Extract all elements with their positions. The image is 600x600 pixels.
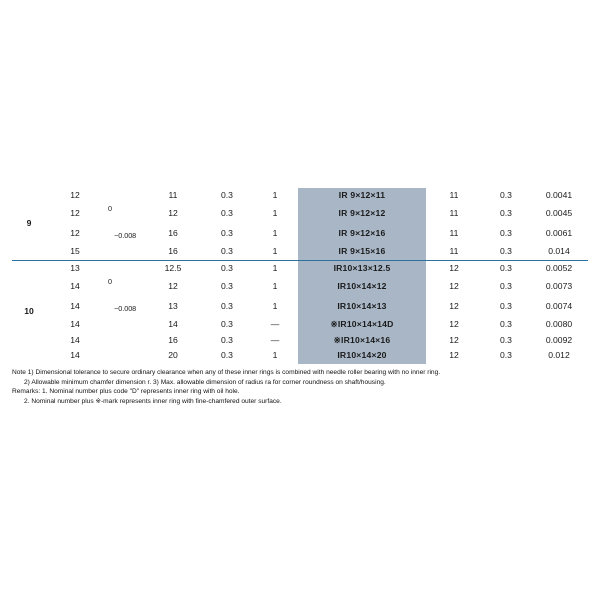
cell-rb: 0.3 bbox=[500, 319, 512, 330]
cell-r-min: 0.3 bbox=[221, 246, 233, 257]
cell-rb: 0.3 bbox=[500, 228, 512, 239]
cell-r-min: 0.3 bbox=[221, 280, 233, 291]
cell-fw: 11 bbox=[449, 207, 459, 218]
cell-mass: 0.0045 bbox=[545, 207, 573, 218]
table-row bbox=[12, 244, 588, 260]
note-line-3: Remarks: 1. Nominal number plus code "D" represents inner ring with oil hole. bbox=[12, 388, 240, 396]
table-notes bbox=[12, 368, 588, 406]
cell-D: 14 bbox=[168, 319, 178, 330]
cell-bearing-code: ※IR10×14×16 bbox=[298, 333, 426, 348]
cell-ra-max: 1 bbox=[272, 280, 278, 291]
cell-ra-max: — bbox=[270, 319, 280, 330]
cell-ra-max: 1 bbox=[272, 301, 278, 312]
inner-ring-spec-table bbox=[12, 188, 588, 364]
cell-d-tolerance bbox=[104, 244, 144, 260]
cell-d-tolerance bbox=[104, 317, 144, 332]
cell-D: 16 bbox=[168, 228, 178, 239]
cell-rb: 0.3 bbox=[482, 260, 530, 276]
cell-d-tolerance bbox=[104, 297, 144, 317]
cell-r-min: 0.3 bbox=[221, 319, 233, 330]
cell-rb: 0.3 bbox=[500, 334, 512, 345]
cell-ra-max: 1 bbox=[272, 190, 278, 200]
cell-rb: 0.3 bbox=[500, 301, 512, 312]
cell-ra-max: 1 bbox=[272, 350, 278, 361]
cell-d-tolerance bbox=[104, 188, 144, 203]
cell-ra-max: 1 bbox=[272, 246, 278, 257]
cell-mass: 0.0041 bbox=[545, 190, 573, 200]
cell-D: 16 bbox=[168, 334, 178, 345]
cell-D: 13 bbox=[168, 301, 178, 312]
cell-fw: 12 bbox=[449, 350, 459, 361]
cell-d: 15 bbox=[70, 246, 80, 257]
cell-rb: 0.3 bbox=[500, 207, 512, 218]
cell-bearing-code: IR 9×12×12 bbox=[298, 203, 426, 223]
cell-mass: 0.014 bbox=[548, 246, 570, 257]
cell-d-tolerance bbox=[104, 203, 144, 223]
cell-D: 11 bbox=[168, 190, 178, 200]
table-row bbox=[12, 317, 588, 332]
cell-fw: 11 bbox=[449, 228, 459, 239]
cell-fw: 11 bbox=[449, 246, 459, 257]
cell-rb: 0.3 bbox=[500, 350, 512, 361]
cell-fw: 12 bbox=[449, 301, 459, 312]
table-row bbox=[12, 333, 588, 348]
table-row bbox=[12, 297, 588, 317]
cell-D: 20 bbox=[168, 350, 178, 361]
spec-table bbox=[12, 188, 588, 364]
cell-ra-max: 1 bbox=[252, 260, 298, 276]
cell-ra-max: 1 bbox=[272, 207, 278, 218]
cell-r-min: 0.3 bbox=[221, 301, 233, 312]
cell-D: 12 bbox=[168, 280, 178, 291]
cell-ra-max: 1 bbox=[272, 228, 278, 239]
note-line-4: 2. Nominal number plus ※-mark represents inner ring with fine-chamfered outer surface. bbox=[24, 397, 282, 405]
cell-d-tolerance bbox=[104, 260, 144, 276]
cell-mass: 0.0052 bbox=[530, 260, 588, 276]
cell-d: 14 bbox=[70, 319, 80, 330]
cell-d-tolerance bbox=[104, 333, 144, 348]
cell-r-min: 0.3 bbox=[221, 190, 233, 200]
table-row bbox=[12, 260, 588, 276]
cell-d: 12 bbox=[70, 207, 80, 218]
cell-d-tolerance bbox=[104, 348, 144, 363]
cell-D: 16 bbox=[168, 246, 178, 257]
cell-d: 12 bbox=[70, 228, 80, 239]
cell-bearing-code: IR 9×12×11 bbox=[298, 188, 426, 203]
cell-mass: 0.0073 bbox=[545, 280, 573, 291]
cell-d: 13 bbox=[46, 260, 104, 276]
cell-fw: 12 bbox=[449, 334, 459, 345]
size-group-label: 9 bbox=[26, 218, 32, 229]
cell-r-min: 0.3 bbox=[221, 228, 233, 239]
cell-bearing-code: IR 9×12×16 bbox=[298, 224, 426, 244]
cell-D: 12.5 bbox=[144, 260, 202, 276]
note-line-1: Note 1) Dimensional tolerance to secure ordinary clearance when any of these inner rings is combined with needle roller bearing with no inner ring. bbox=[12, 369, 441, 376]
cell-r-min: 0.3 bbox=[202, 260, 252, 276]
table-row bbox=[12, 224, 588, 244]
cell-r-min: 0.3 bbox=[221, 350, 233, 361]
cell-mass: 0.0092 bbox=[545, 334, 573, 345]
size-group-label: 10 bbox=[12, 260, 46, 363]
cell-bearing-code: IR10×14×13 bbox=[298, 297, 426, 317]
cell-fw: 11 bbox=[449, 190, 459, 200]
spec-table-body bbox=[12, 188, 588, 364]
tolerance-lower: −0.008 bbox=[114, 230, 137, 240]
cell-d: 14 bbox=[70, 280, 80, 291]
cell-d-tolerance bbox=[104, 276, 144, 296]
cell-rb: 0.3 bbox=[500, 246, 512, 257]
cell-D: 12 bbox=[168, 207, 178, 218]
cell-d: 14 bbox=[70, 350, 80, 361]
tolerance-upper: 0 bbox=[108, 277, 112, 287]
cell-bearing-code: IR10×14×12 bbox=[298, 276, 426, 296]
cell-rb: 0.3 bbox=[500, 280, 512, 291]
note-line-2: 2) Allowable minimum chamfer dimension r. 3) Max. allowable dimension of radius ra for corner roundness on shaft/housing. bbox=[24, 378, 386, 386]
table-row bbox=[12, 203, 588, 223]
cell-fw: 12 bbox=[426, 260, 482, 276]
cell-mass: 0.0061 bbox=[545, 228, 573, 239]
cell-d-tolerance bbox=[104, 224, 144, 244]
tolerance-upper: 0 bbox=[108, 204, 112, 214]
table-row bbox=[12, 348, 588, 363]
cell-d: 14 bbox=[70, 334, 80, 345]
cell-bearing-code: IR 9×15×16 bbox=[298, 244, 426, 260]
cell-mass: 0.0080 bbox=[545, 319, 573, 330]
cell-d: 12 bbox=[70, 190, 80, 200]
cell-r-min: 0.3 bbox=[221, 207, 233, 218]
cell-bearing-code: IR10×13×12.5 bbox=[298, 260, 426, 276]
table-row bbox=[12, 276, 588, 296]
cell-rb: 0.3 bbox=[500, 190, 512, 200]
cell-ra-max: — bbox=[270, 334, 280, 345]
table-row bbox=[12, 188, 588, 203]
tolerance-lower: −0.008 bbox=[114, 303, 137, 313]
cell-d: 14 bbox=[70, 301, 80, 312]
cell-bearing-code: ※IR10×14×14D bbox=[298, 317, 426, 332]
cell-mass: 0.0074 bbox=[545, 301, 573, 312]
cell-r-min: 0.3 bbox=[221, 334, 233, 345]
cell-mass: 0.012 bbox=[548, 350, 570, 361]
cell-bearing-code: IR10×14×20 bbox=[298, 348, 426, 363]
cell-fw: 12 bbox=[449, 280, 459, 291]
cell-fw: 12 bbox=[449, 319, 459, 330]
